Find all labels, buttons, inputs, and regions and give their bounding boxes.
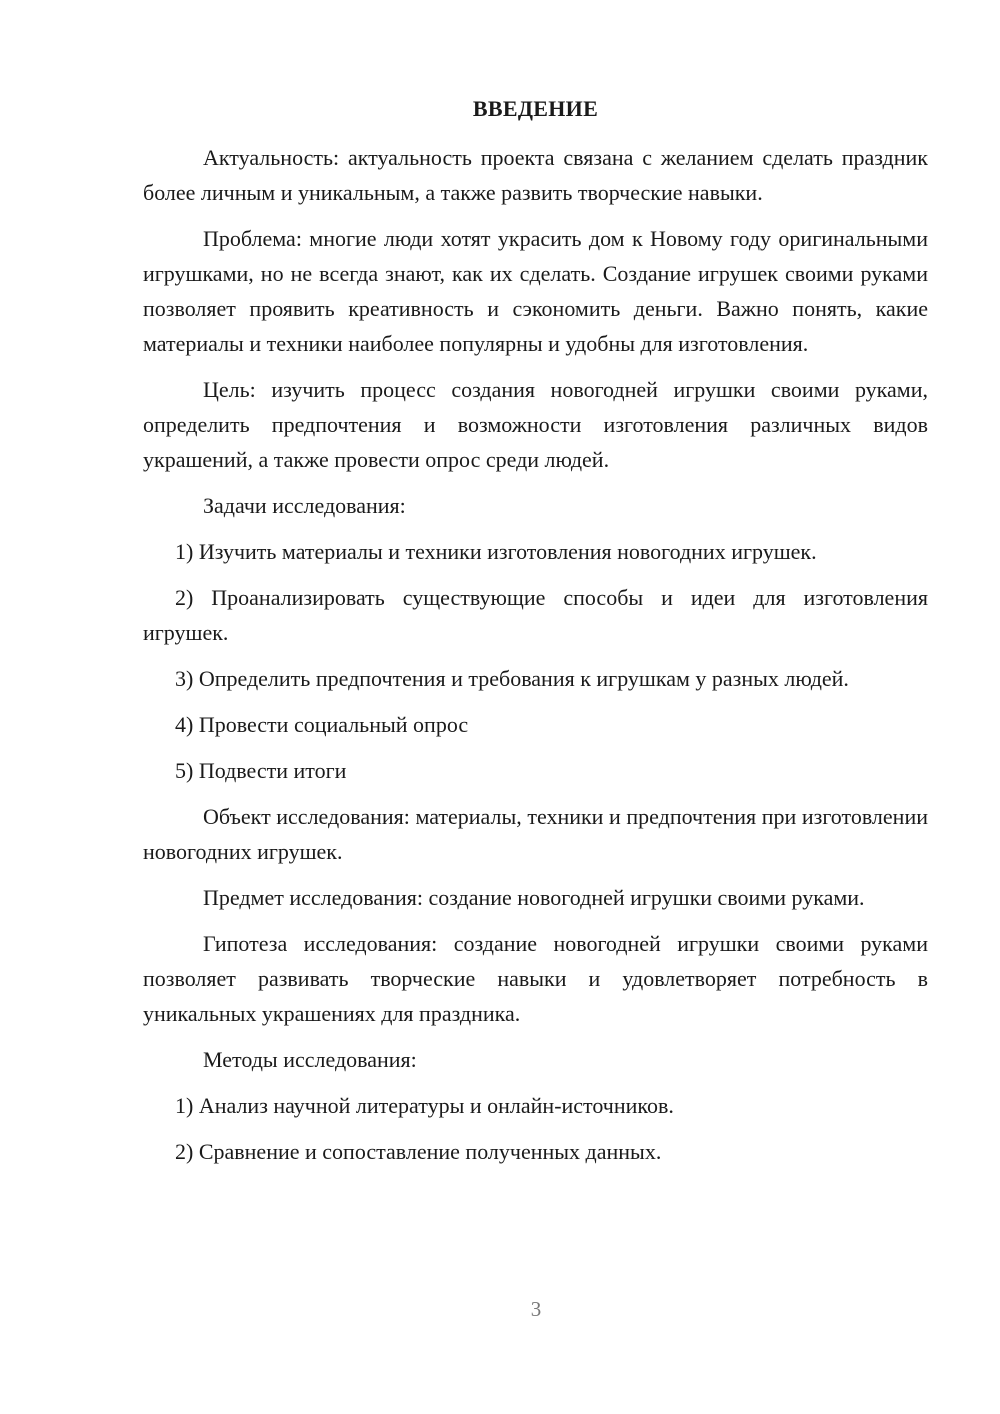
tasks-heading: Задачи исследования: [203,493,406,518]
object-paragraph: Объект исследования: материалы, техники и предпочтения при изготовлении новогодних игрушек. [143,804,928,864]
task-item: 2) Проанализировать существующие способы и идеи для изготовления игрушек. [143,585,928,645]
problem-paragraph: Проблема: многие люди хотят украсить дом к Новому году оригинальными игрушками, но не всегда знают, как их сделать. Создание игрушек своими руками позволяет проявить креативность и сэкономить деньги. Важно понять, какие материалы и техники наиболее популярны и удобны для изготовления. [143,226,928,356]
methods-heading: Методы исследования: [203,1047,417,1072]
task-item: 4) Провести социальный опрос [175,712,469,737]
page-title: ВВЕДЕНИЕ [472,96,599,121]
relevance-paragraph: Актуальность: актуальность проекта связана с желанием сделать праздник более личным и уникальным, а также развить творческие навыки. [143,145,928,205]
task-item: 1) Изучить материалы и техники изготовления новогодних игрушек. [175,539,817,564]
hypothesis-paragraph: Гипотеза исследования: создание новогодней игрушки своими руками позволяет развивать творческие навыки и удовлетворяет потребность в уникальных украшениях для праздника. [143,931,928,1026]
method-item: 2) Сравнение и сопоставление полученных данных. [175,1139,662,1164]
subject-paragraph: Предмет исследования: создание новогодней игрушки своими руками. [203,885,865,910]
document-page [143,95,928,1180]
goal-paragraph: Цель: изучить процесс создания новогодней игрушки своими руками, определить предпочтения и возможности изготовления различных видов украшений, а также провести опрос среди людей. [143,377,928,472]
page-number: 3 [530,1297,542,1321]
task-item: 5) Подвести итоги [175,758,347,783]
task-item: 3) Определить предпочтения и требования к игрушкам у разных людей. [175,666,849,691]
method-item: 1) Анализ научной литературы и онлайн-источников. [175,1093,674,1118]
